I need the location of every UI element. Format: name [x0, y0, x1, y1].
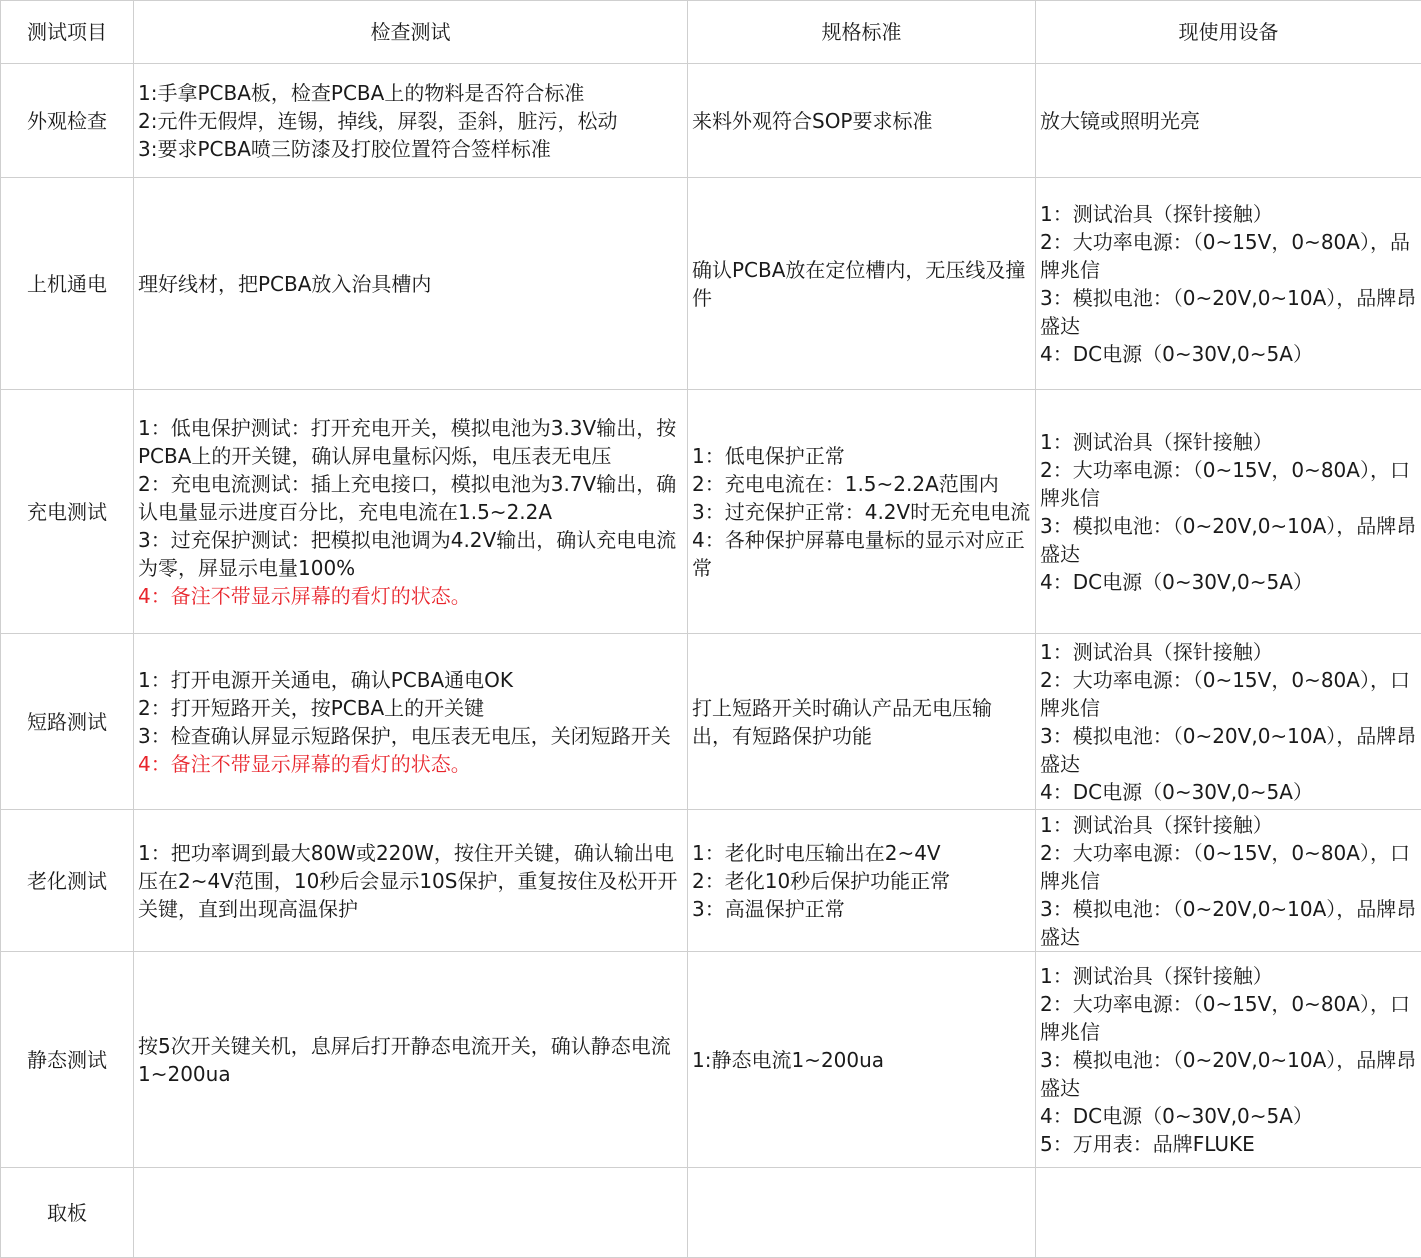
spec-cell [688, 810, 1036, 952]
equipment-line: 3：模拟电池：（0~20V,0~10A），品牌昂盛达 [1040, 722, 1417, 778]
equipment-line: 放大镜或照明光亮 [1040, 107, 1417, 135]
table-row [1, 178, 1421, 390]
table-row [1, 1168, 1421, 1258]
test-item-name: 取板 [1, 1168, 134, 1258]
check-test-cell [134, 634, 688, 810]
header-spec-standard: 规格标准 [688, 1, 1036, 64]
equipment-cell [1036, 810, 1421, 952]
spec-cell [688, 390, 1036, 634]
equipment-line: 2：大功率电源：（0~15V，0~80A），口牌兆信 [1040, 666, 1417, 722]
table-row [1, 952, 1421, 1168]
equipment-line: 4：DC电源（0~30V,0~5A） [1040, 1102, 1417, 1130]
check-line: 1:手拿PCBA板，检查PCBA上的物料是否符合标准 [138, 79, 683, 107]
equipment-line: 4：DC电源（0~30V,0~5A） [1040, 778, 1417, 806]
equipment-line: 1：测试治具（探针接触） [1040, 811, 1417, 839]
spec-line: 2：充电电流在：1.5~2.2A范围内 [692, 470, 1031, 498]
equipment-cell [1036, 1168, 1421, 1258]
test-item-name: 上机通电 [1, 178, 134, 390]
spec-line: 2：老化10秒后保护功能正常 [692, 867, 1031, 895]
equipment-cell [1036, 952, 1421, 1168]
check-line: 理好线材，把PCBA放入治具槽内 [138, 270, 683, 298]
check-test-cell [134, 390, 688, 634]
check-line: 3：过充保护测试：把模拟电池调为4.2V输出，确认充电电流为零，屏显示电量100% [138, 526, 683, 582]
equipment-line: 2：大功率电源：（0~15V，0~80A），口牌兆信 [1040, 990, 1417, 1046]
equipment-line: 1：测试治具（探针接触） [1040, 962, 1417, 990]
check-line: 1：打开电源开关通电，确认PCBA通电OK [138, 666, 683, 694]
equipment-line: 3：模拟电池：（0~20V,0~10A），品牌昂盛达 [1040, 895, 1417, 951]
spec-cell [688, 178, 1036, 390]
equipment-line: 5：万用表：品牌FLUKE [1040, 1130, 1417, 1158]
equipment-cell [1036, 178, 1421, 390]
spec-line: 3：过充保护正常：4.2V时无充电电流 [692, 498, 1031, 526]
equipment-line: 1：测试治具（探针接触） [1040, 428, 1417, 456]
spec-line: 1：老化时电压输出在2~4V [692, 839, 1031, 867]
spec-line: 来料外观符合SOP要求标准 [692, 107, 1031, 135]
equipment-line: 3：模拟电池：（0~20V,0~10A），品牌昂盛达 [1040, 1046, 1417, 1102]
spec-line: 1：低电保护正常 [692, 442, 1031, 470]
spec-cell [688, 634, 1036, 810]
equipment-line: 3：模拟电池：（0~20V,0~10A），品牌昂盛达 [1040, 284, 1417, 340]
equipment-line: 4：DC电源（0~30V,0~5A） [1040, 340, 1417, 368]
equipment-cell [1036, 634, 1421, 810]
equipment-line: 2：大功率电源：（0~15V，0~80A），品牌兆信 [1040, 228, 1417, 284]
header-equipment: 现使用设备 [1036, 1, 1421, 64]
check-test-cell [134, 64, 688, 178]
equipment-cell [1036, 390, 1421, 634]
check-test-cell [134, 178, 688, 390]
test-item-name: 静态测试 [1, 952, 134, 1168]
table-row [1, 390, 1421, 634]
check-line: 2：打开短路开关，按PCBA上的开关键 [138, 694, 683, 722]
check-line: 3：检查确认屏显示短路保护，电压表无电压，关闭短路开关 [138, 722, 683, 750]
equipment-line: 1：测试治具（探针接触） [1040, 638, 1417, 666]
check-line: 1：低电保护测试：打开充电开关，模拟电池为3.3V输出，按PCBA上的开关键，确认屏电量标闪烁，电压表无电压 [138, 414, 683, 470]
check-test-cell [134, 952, 688, 1168]
test-item-name: 充电测试 [1, 390, 134, 634]
check-test-cell [134, 810, 688, 952]
equipment-line: 2：大功率电源：（0~15V，0~80A），口牌兆信 [1040, 839, 1417, 895]
table-row [1, 810, 1421, 952]
equipment-line: 3：模拟电池：（0~20V,0~10A），品牌昂盛达 [1040, 512, 1417, 568]
check-test-cell [134, 1168, 688, 1258]
spec-line: 4：各种保护屏幕电量标的显示对应正常 [692, 526, 1031, 582]
spec-line: 确认PCBA放在定位槽内，无压线及撞件 [692, 256, 1031, 312]
spec-cell [688, 64, 1036, 178]
check-line: 1：把功率调到最大80W或220W，按住开关键，确认输出电压在2~4V范围，10秒后会显示10S保护，重复按住及松开开关键，直到出现高温保护 [138, 839, 683, 923]
header-test-item: 测试项目 [1, 1, 134, 64]
header-row [1, 1, 1421, 64]
header-check-test: 检查测试 [134, 1, 688, 64]
test-item-name: 外观检查 [1, 64, 134, 178]
table-row [1, 634, 1421, 810]
test-item-name: 老化测试 [1, 810, 134, 952]
spec-line: 1:静态电流1~200ua [692, 1046, 1031, 1074]
check-line: 2:元件无假焊，连锡，掉线，屏裂，歪斜，脏污，松动 [138, 107, 683, 135]
check-note: 4：备注不带显示屏幕的看灯的状态。 [138, 582, 683, 610]
test-item-name: 短路测试 [1, 634, 134, 810]
check-note: 4：备注不带显示屏幕的看灯的状态。 [138, 750, 683, 778]
equipment-line: 4：DC电源（0~30V,0~5A） [1040, 568, 1417, 596]
table-row [1, 64, 1421, 178]
check-line: 按5次开关键关机，息屏后打开静态电流开关，确认静态电流1~200ua [138, 1032, 683, 1088]
spec-cell [688, 1168, 1036, 1258]
check-line: 3:要求PCBA喷三防漆及打胶位置符合签样标准 [138, 135, 683, 163]
spec-cell [688, 952, 1036, 1168]
spec-line: 打上短路开关时确认产品无电压输出，有短路保护功能 [692, 694, 1031, 750]
equipment-line: 2：大功率电源：（0~15V，0~80A），口牌兆信 [1040, 456, 1417, 512]
equipment-line: 1：测试治具（探针接触） [1040, 200, 1417, 228]
equipment-cell [1036, 64, 1421, 178]
spec-line: 3：高温保护正常 [692, 895, 1031, 923]
check-line: 2：充电电流测试：插上充电接口，模拟电池为3.7V输出，确认电量显示进度百分比，充电电流在1.5~2.2A [138, 470, 683, 526]
